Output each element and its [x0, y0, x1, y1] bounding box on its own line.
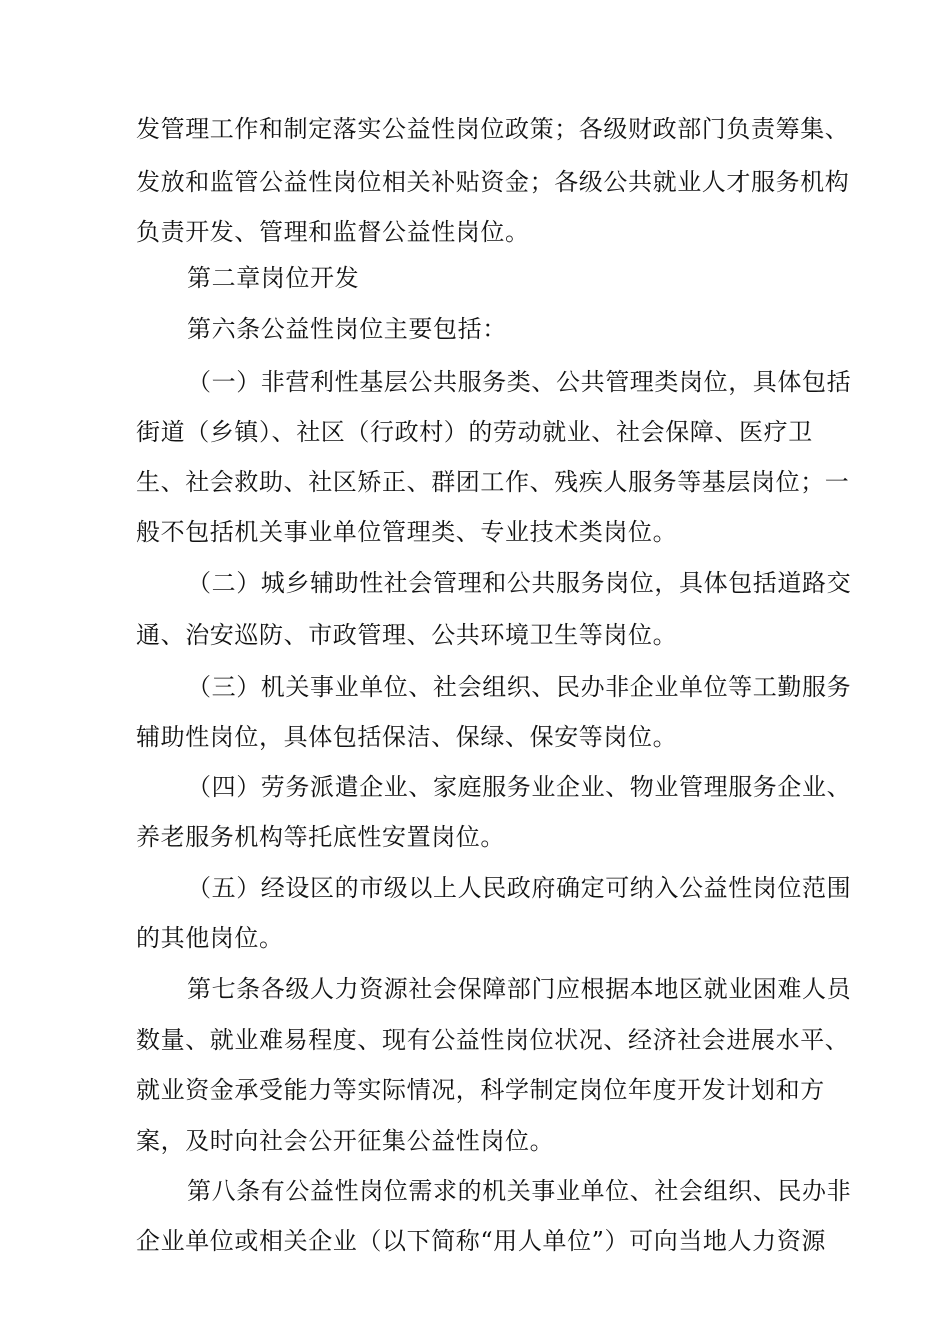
text-line: 发管理工作和制定落实公益性岗位政策；各级财政部门负责筹集、 [136, 115, 850, 143]
text-line: 就业资金承受能力等实际情况，科学制定岗位年度开发计划和方 [136, 1076, 825, 1104]
text-line: 的其他岗位。 [136, 924, 284, 952]
text-line: （二）城乡辅助性社会管理和公共服务岗位，具体包括道路交 [187, 569, 852, 597]
text-line: 案，及时向社会公开征集公益性岗位。 [136, 1127, 555, 1155]
text-line: 发放和监管公益性岗位相关补贴资金；各级公共就业人才服务机构 [136, 168, 850, 196]
text-line: 数量、就业难易程度、现有公益性岗位状况、经济社会进展水平、 [136, 1026, 850, 1054]
text-line: （三）机关事业单位、社会组织、民办非企业单位等工勤服务 [187, 673, 852, 701]
article-heading: 第六条公益性岗位主要包括： [187, 315, 507, 343]
text-line: 生、社会救助、社区矫正、群团工作、残疾人服务等基层岗位；一 [136, 468, 850, 496]
text-line: 负责开发、管理和监督公益性岗位。 [136, 218, 530, 246]
text-line: 第七条各级人力资源社会保障部门应根据本地区就业困难人员 [187, 975, 852, 1003]
text-line: 街道（乡镇）、社区（行政村）的劳动就业、社会保障、医疗卫 [136, 418, 813, 446]
chapter-heading: 第二章岗位开发 [187, 264, 360, 292]
text-line: （四）劳务派遣企业、家庭服务业企业、物业管理服务企业、 [187, 773, 852, 801]
text-line: 般不包括机关事业单位管理类、专业技术类岗位。 [136, 518, 678, 546]
text-line: 通、治安巡防、市政管理、公共环境卫生等岗位。 [136, 621, 678, 649]
text-line: 企业单位或相关企业（以下简称“用人单位”）可向当地人力资源 [136, 1227, 826, 1255]
text-line: （一）非营利性基层公共服务类、公共管理类岗位，具体包括 [187, 368, 852, 396]
text-line: （五）经设区的市级以上人民政府确定可纳入公益性岗位范围 [187, 874, 852, 902]
text-line: 辅助性岗位，具体包括保洁、保绿、保安等岗位。 [136, 723, 678, 751]
text-line: 养老服务机构等托底性安置岗位。 [136, 823, 505, 851]
text-line: 第八条有公益性岗位需求的机关事业单位、社会组织、民办非 [187, 1177, 852, 1205]
